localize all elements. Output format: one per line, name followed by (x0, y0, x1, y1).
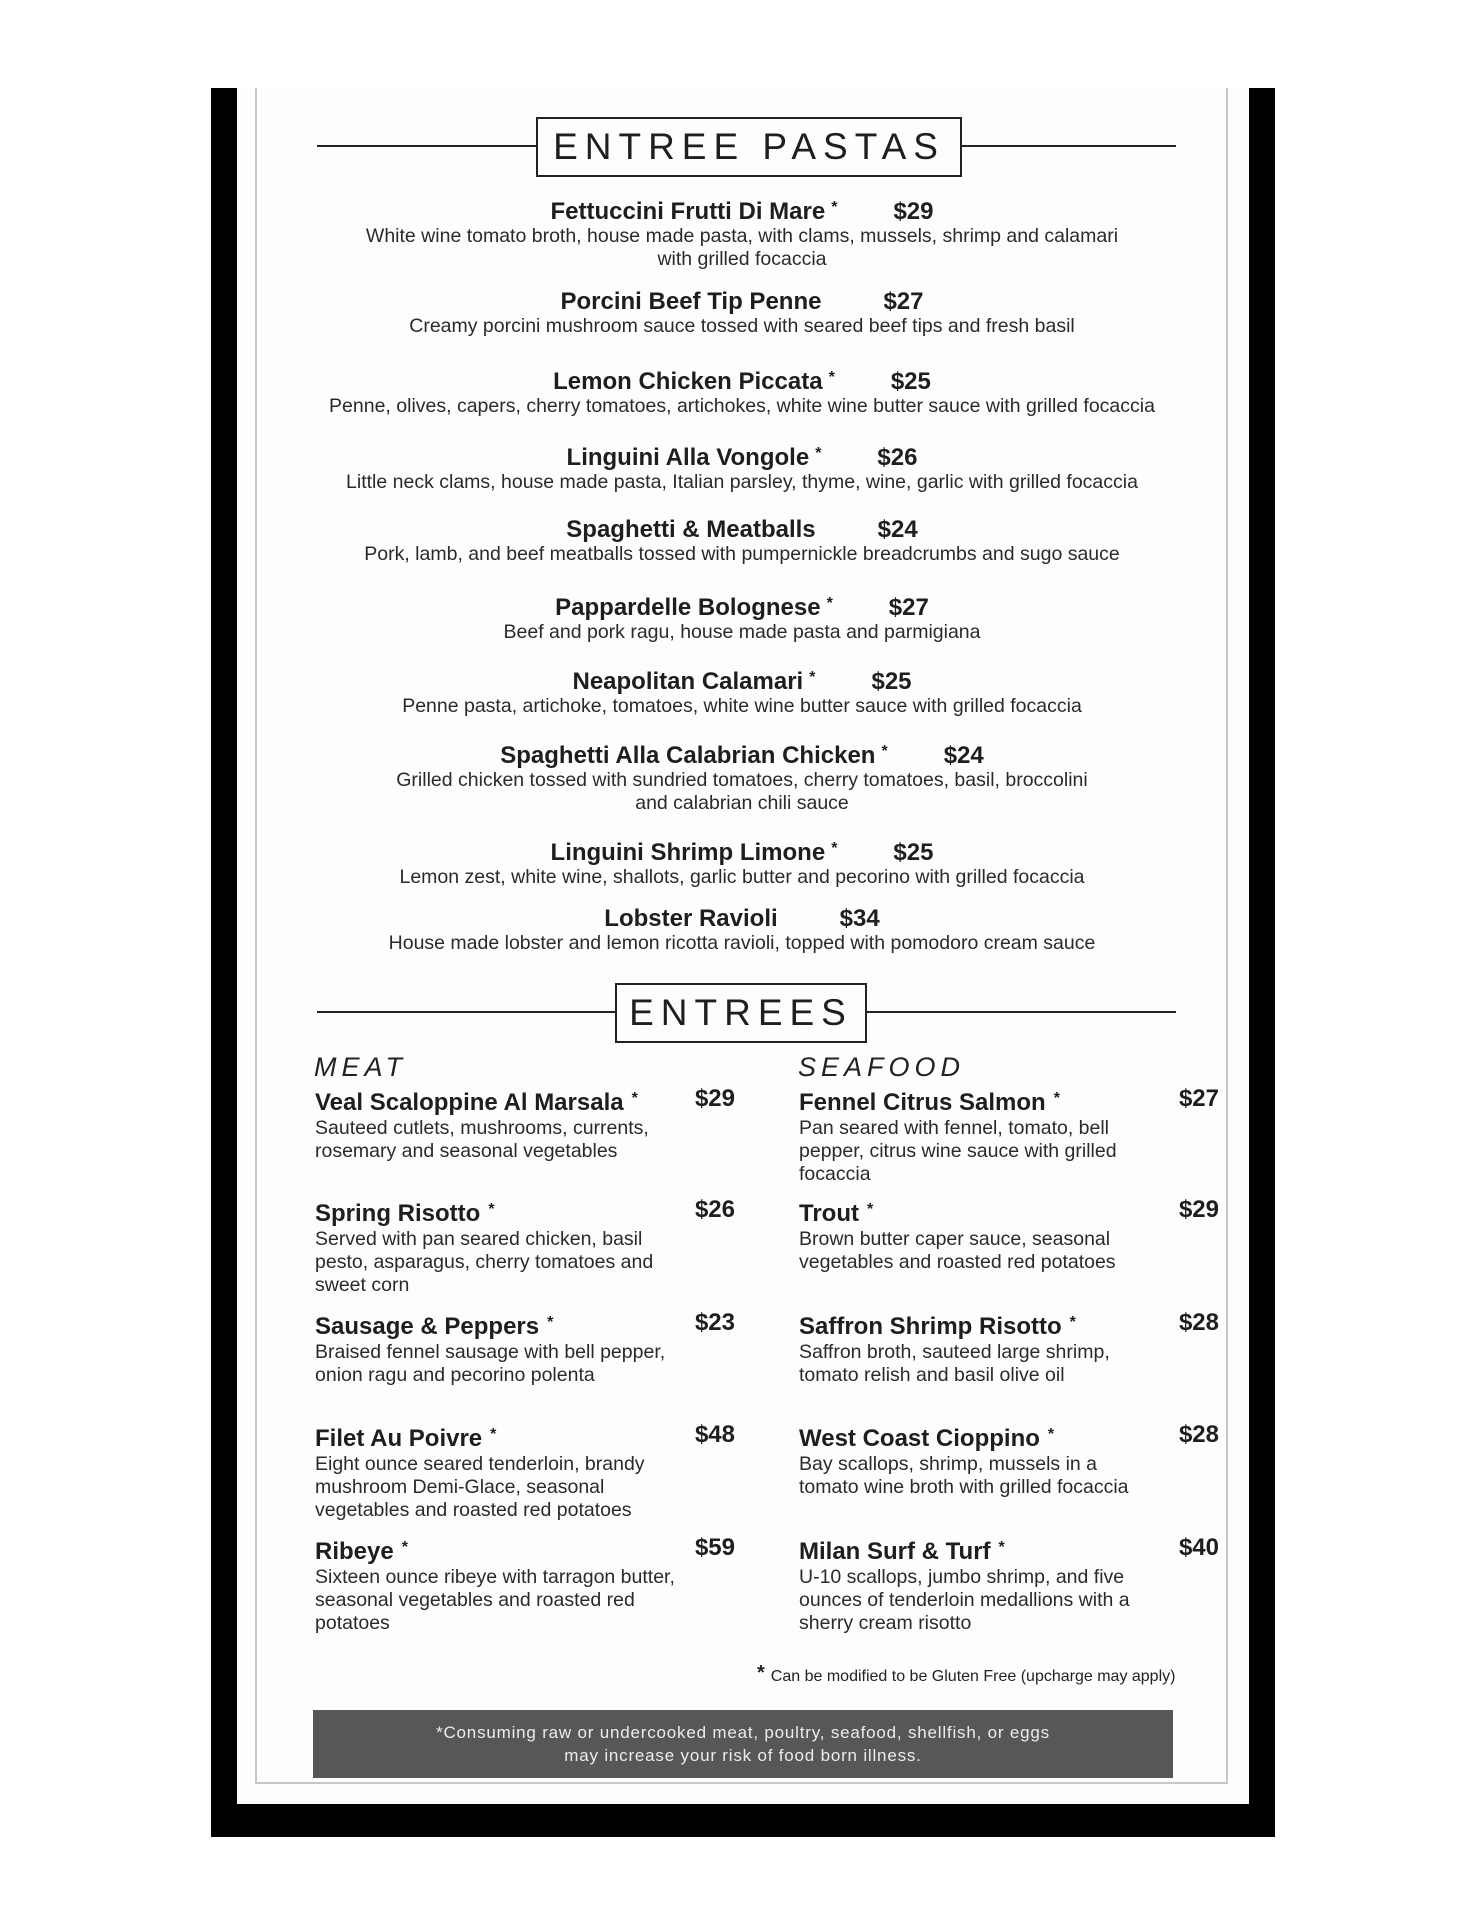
pasta-price: $29 (893, 198, 934, 225)
entree-description: mushroom Demi-Glace, seasonal (315, 1476, 605, 1498)
meat-item (315, 1309, 735, 1387)
pasta-price: $24 (877, 516, 918, 543)
entree-description: Pan seared with fennel, tomato, bell (799, 1117, 1110, 1139)
seafood-item (799, 1196, 1219, 1274)
gluten-free-note (757, 1662, 1176, 1691)
pasta-name: Spaghetti & Meatballs (566, 516, 816, 543)
pasta-description: Pork, lamb, and beef meatballs tossed with pumpernickle breadcrumbs and sugo sauce (364, 543, 1120, 565)
entree-price: $29 (694, 1085, 735, 1112)
entree-description: Sixteen ounce ribeye with tarragon butter, (315, 1566, 675, 1588)
meat-item (315, 1085, 735, 1163)
menu-page (237, 88, 1249, 1804)
entree-description: pesto, asparagus, cherry tomatoes and (315, 1251, 654, 1273)
gluten-free-star: * (809, 669, 816, 686)
entree-name: Milan Surf & Turf (799, 1538, 991, 1565)
meat-heading: MEAT (314, 1052, 407, 1082)
gluten-free-star: * (998, 1539, 1005, 1556)
entree-price: $28 (1178, 1309, 1219, 1336)
pasta-name: Neapolitan Calamari (572, 668, 804, 695)
seafood-item (799, 1309, 1219, 1387)
meat-item (315, 1196, 735, 1297)
seafood-heading: SEAFOOD (798, 1052, 966, 1082)
entree-name: Spring Risotto (315, 1200, 481, 1227)
pasta-description: Grilled chicken tossed with sundried tomatoes, cherry tomatoes, basil, broccolini (396, 769, 1088, 791)
pasta-description: Lemon zest, white wine, shallots, garlic butter and pecorino with grilled focaccia (399, 866, 1085, 888)
entree-description: Brown butter caper sauce, seasonal (799, 1228, 1111, 1250)
pasta-price: $25 (871, 668, 912, 695)
pasta-name: Porcini Beef Tip Penne (560, 288, 822, 315)
entrees-title: ENTREES (615, 983, 867, 1043)
pasta-name: Linguini Alla Vongole (566, 444, 810, 471)
entree-description: onion ragu and pecorino polenta (315, 1364, 595, 1386)
pasta-price: $27 (888, 594, 929, 621)
entree-name: Sausage & Peppers (315, 1313, 540, 1340)
entree-description: ounces of tenderloin medallions with a (799, 1589, 1130, 1611)
gluten-free-star: * (631, 1090, 638, 1107)
pastas-rule-right (961, 145, 1176, 147)
pasta-item (257, 369, 1227, 418)
pasta-description: Penne, olives, capers, cherry tomatoes, artichokes, white wine butter sauce with grilled focaccia (329, 395, 1155, 417)
pastas-title: ENTREE PASTAS (536, 117, 962, 177)
meat-item (315, 1534, 735, 1635)
entree-name: Saffron Shrimp Risotto (799, 1313, 1062, 1340)
entree-name: Fennel Citrus Salmon (799, 1089, 1046, 1116)
gluten-free-star: * (828, 369, 835, 386)
entree-description: Saffron broth, sauteed large shrimp, (799, 1341, 1110, 1363)
pasta-item (257, 289, 1227, 338)
food-safety-warning (313, 1710, 1173, 1778)
entree-description: vegetables and roasted red potatoes (799, 1251, 1116, 1273)
pasta-price: $26 (877, 444, 918, 471)
gluten-free-star: * (831, 840, 838, 857)
entree-description: Bay scallops, shrimp, mussels in a (799, 1453, 1098, 1475)
pasta-item (257, 445, 1227, 494)
entree-description: Sauteed cutlets, mushrooms, currents, (315, 1117, 649, 1139)
entree-name: Veal Scaloppine Al Marsala (315, 1089, 624, 1116)
gluten-free-star: * (831, 199, 838, 216)
pasta-price: $34 (839, 905, 880, 932)
entree-description: tomato relish and basil olive oil (799, 1364, 1065, 1386)
pasta-description: Beef and pork ragu, house made pasta and parmigiana (503, 621, 981, 643)
seafood-item (799, 1534, 1219, 1635)
entree-description: sweet corn (315, 1274, 410, 1296)
pasta-description: with grilled focaccia (657, 248, 827, 270)
entree-name: Trout (799, 1200, 859, 1227)
entree-price: $28 (1178, 1421, 1219, 1448)
warning-line: may increase your risk of food born illness. (564, 1746, 922, 1765)
pasta-item (257, 743, 1227, 815)
entree-name: Ribeye (315, 1538, 394, 1565)
entree-price: $23 (694, 1309, 735, 1336)
entree-price: $40 (1178, 1534, 1219, 1561)
pasta-description: House made lobster and lemon ricotta ravioli, topped with pomodoro cream sauce (388, 932, 1096, 954)
pasta-item (257, 199, 1227, 271)
gluten-free-star: * (1053, 1090, 1060, 1107)
entree-description: seasonal vegetables and roasted red (315, 1589, 635, 1611)
entree-description: rosemary and seasonal vegetables (315, 1140, 618, 1162)
pasta-price: $25 (890, 368, 931, 395)
pasta-name: Lobster Ravioli (604, 905, 778, 932)
pasta-name: Fettuccini Frutti Di Mare (550, 198, 826, 225)
entree-description: Braised fennel sausage with bell pepper, (315, 1341, 666, 1363)
entree-name: Filet Au Poivre (315, 1425, 483, 1452)
pasta-name: Spaghetti Alla Calabrian Chicken (500, 742, 876, 769)
pasta-description: Penne pasta, artichoke, tomatoes, white wine butter sauce with grilled focaccia (402, 695, 1082, 717)
gluten-free-star: * (488, 1201, 495, 1218)
pasta-item (257, 906, 1227, 955)
pasta-item (257, 517, 1227, 566)
gluten-free-star: * (1069, 1314, 1076, 1331)
seafood-item (799, 1421, 1219, 1499)
entrees-rule-right (866, 1011, 1176, 1013)
entree-price: $26 (694, 1196, 735, 1223)
entree-description: Served with pan seared chicken, basil (315, 1228, 643, 1250)
gluten-free-star: * (1047, 1426, 1055, 1443)
pastas-rule-left (317, 145, 537, 147)
seafood-item (799, 1085, 1219, 1186)
pasta-name: Pappardelle Bolognese (555, 594, 821, 621)
pasta-price: $24 (943, 742, 984, 769)
entree-description: sherry cream risotto (799, 1612, 972, 1634)
entree-price: $29 (1178, 1196, 1219, 1223)
gluten-free-star: * (815, 445, 822, 462)
entree-description: Eight ounce seared tenderloin, brandy (315, 1453, 645, 1475)
gluten-free-star: * (401, 1539, 408, 1556)
entree-price: $48 (694, 1421, 735, 1448)
pasta-name: Linguini Shrimp Limone (550, 839, 826, 866)
gluten-free-note-text: Can be modified to be Gluten Free (upcharge may apply) (770, 1668, 1176, 1685)
entree-name: West Coast Cioppino (799, 1425, 1040, 1452)
gluten-free-star: * (757, 1662, 765, 1684)
gluten-free-star: * (826, 595, 833, 612)
entree-price: $59 (694, 1534, 735, 1561)
gluten-free-star: * (867, 1201, 874, 1218)
gluten-free-star: * (881, 743, 888, 760)
gluten-free-star: * (547, 1314, 554, 1331)
entree-description: tomato wine broth with grilled focaccia (799, 1476, 1129, 1498)
pasta-item (257, 669, 1227, 718)
entree-price: $27 (1178, 1085, 1219, 1112)
entree-description: focaccia (799, 1163, 871, 1185)
entree-description: pepper, citrus wine sauce with grilled (799, 1140, 1117, 1162)
pasta-name: Lemon Chicken Piccata (553, 368, 823, 395)
entrees-rule-left (317, 1011, 617, 1013)
entree-description: U-10 scallops, jumbo shrimp, and five (799, 1566, 1125, 1588)
pasta-item (257, 595, 1227, 644)
pasta-description: White wine tomato broth, house made pasta, with clams, mussels, shrimp and calamari (365, 225, 1119, 247)
meat-item (315, 1421, 735, 1522)
entree-description: vegetables and roasted red potatoes (315, 1499, 632, 1521)
pasta-description: Little neck clams, house made pasta, Italian parsley, thyme, wine, garlic with grilled focaccia (346, 471, 1138, 493)
entree-description: potatoes (315, 1612, 390, 1634)
pasta-price: $25 (893, 839, 934, 866)
warning-line: *Consuming raw or undercooked meat, poultry, seafood, shellfish, or eggs (436, 1723, 1050, 1742)
pasta-description: and calabrian chili sauce (635, 792, 849, 814)
pasta-description: Creamy porcini mushroom sauce tossed with seared beef tips and fresh basil (409, 315, 1075, 337)
pasta-price: $27 (883, 288, 924, 315)
pasta-item (257, 840, 1227, 889)
gluten-free-star: * (490, 1426, 497, 1443)
